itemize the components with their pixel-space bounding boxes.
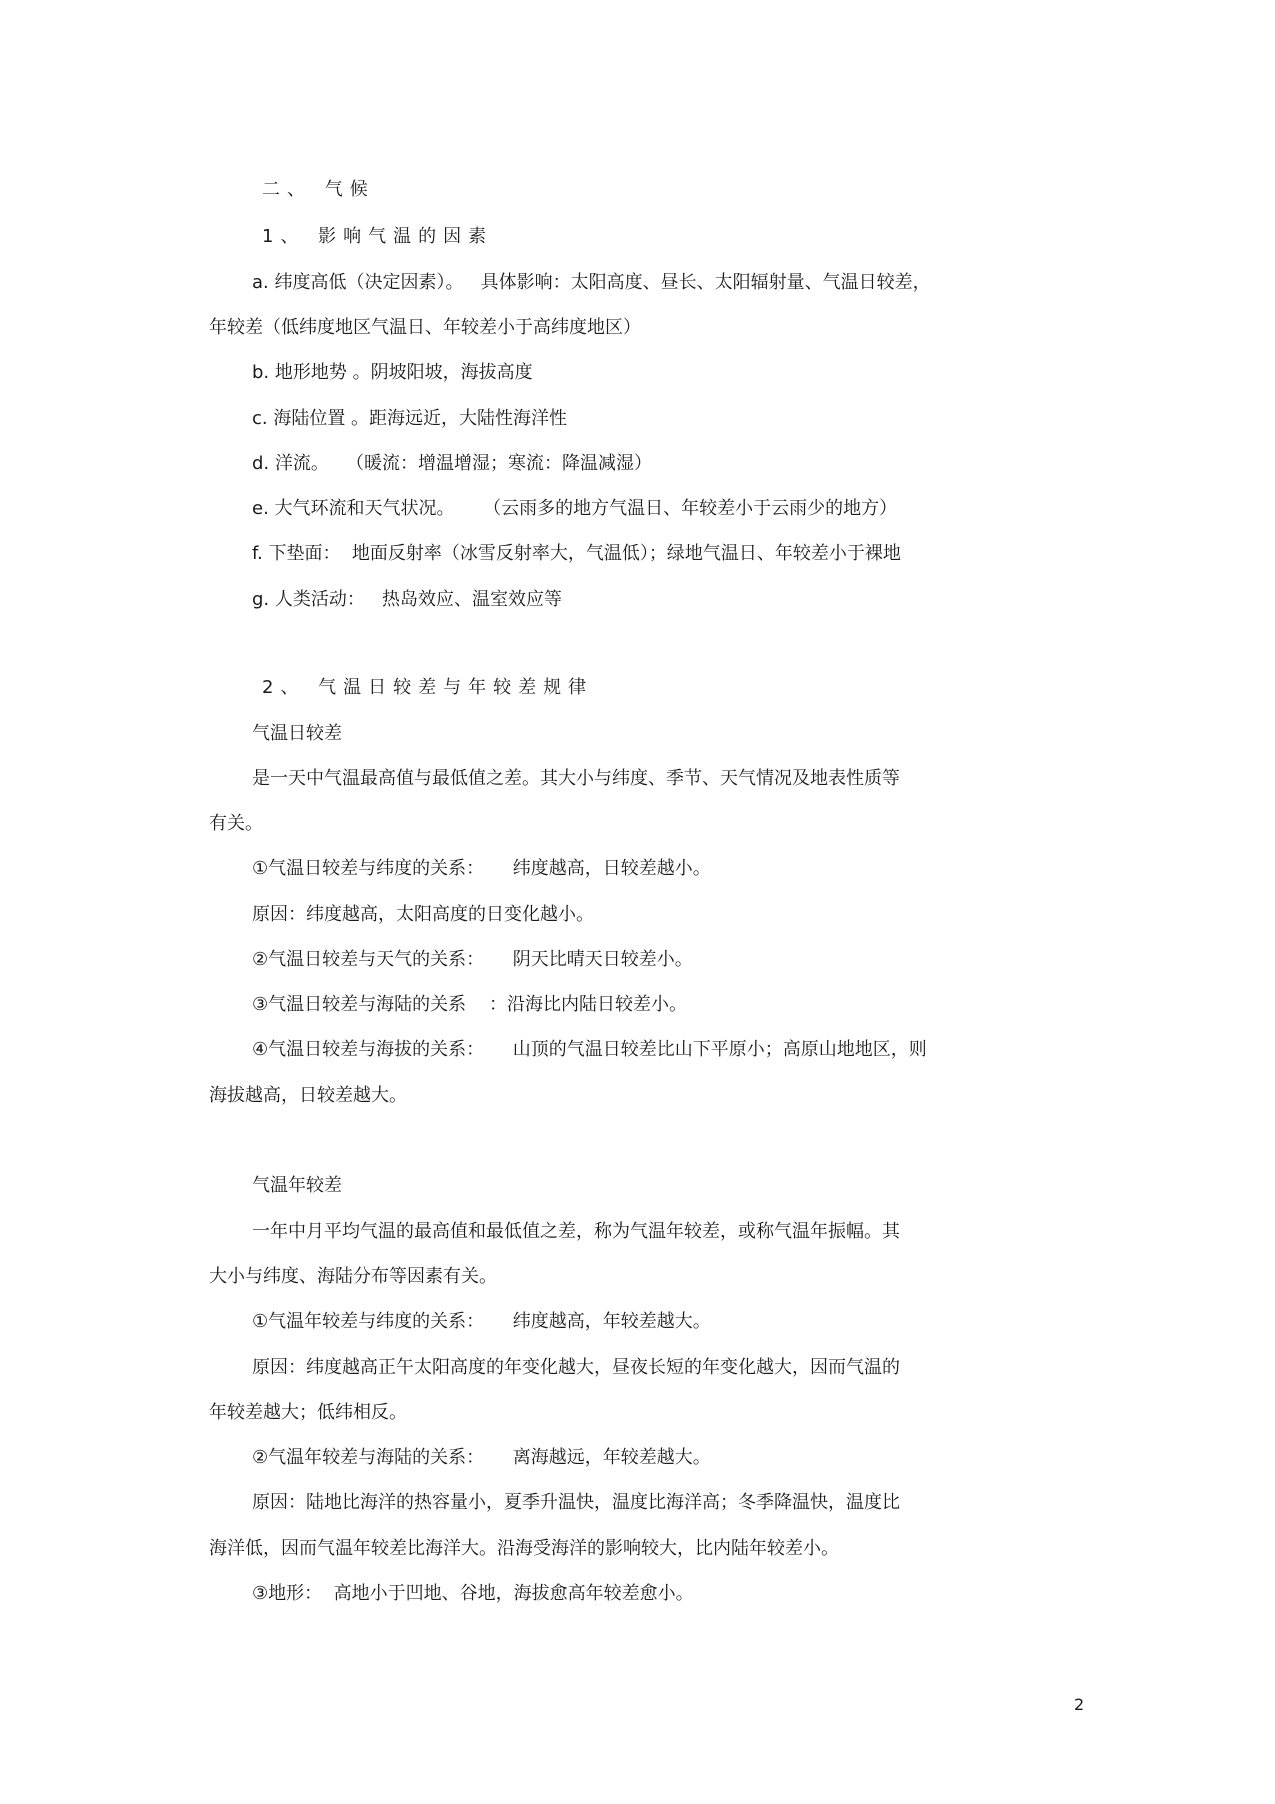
annual-rule-land-sea-reason-line1: 原因：陆地比海洋的热容量小，夏季升温快，温度比海洋高；冬季降温快，温度比 [252, 1492, 900, 1513]
subsection-title-factors: 1、 影响气温的因素 [262, 226, 494, 247]
factor-a-line2: 年较差（低纬度地区气温日、年较差小于高纬度地区） [209, 317, 641, 338]
daily-intro-line2: 有关。 [209, 813, 263, 834]
annual-rule-latitude-reason-line2: 年较差越大；低纬相反。 [209, 1402, 407, 1423]
daily-rule-altitude-line2: 海拔越高，日较差越大。 [209, 1085, 407, 1106]
factor-d: d. 洋流。 （暖流：增温增湿；寒流：降温减湿） [252, 453, 653, 474]
annual-rule-latitude: ①气温年较差与纬度的关系： 纬度越高，年较差越大。 [252, 1311, 711, 1332]
annual-rule-terrain: ③地形： 高地小于凹地、谷地，海拔愈高年较差愈小。 [252, 1583, 694, 1604]
section-title: 二、 气候 [262, 179, 375, 200]
daily-rule-altitude-line1: ④气温日较差与海拔的关系： 山顶的气温日较差比山下平原小；高原山地地区，则 [252, 1039, 927, 1060]
factor-f: f. 下垫面： 地面反射率（冰雪反射率大，气温低）；绿地气温日、年较差小于裸地 [252, 543, 901, 564]
annual-rule-land-sea: ②气温年较差与海陆的关系： 离海越远，年较差越大。 [252, 1447, 711, 1468]
annual-rule-land-sea-reason-line2: 海洋低，因而气温年较差比海洋大。沿海受海洋的影响较大，比内陆年较差小。 [209, 1538, 839, 1559]
subsection-title-ranges: 2、 气温日较差与年较差规律 [262, 677, 594, 698]
factor-e: e. 大气环流和天气状况。 （云雨多的地方气温日、年较差小于云雨少的地方） [252, 498, 898, 519]
annual-intro-line1: 一年中月平均气温的最高值和最低值之差，称为气温年较差，或称气温年振幅。其 [252, 1221, 900, 1242]
factor-g: g. 人类活动： 热岛效应、温室效应等 [252, 589, 563, 610]
daily-rule-weather: ②气温日较差与天气的关系： 阴天比晴天日较差小。 [252, 949, 693, 970]
daily-rule-latitude-reason: 原因：纬度越高，太阳高度的日变化越小。 [252, 904, 594, 925]
daily-rule-latitude: ①气温日较差与纬度的关系： 纬度越高，日较差越小。 [252, 858, 711, 879]
annual-intro-line2: 大小与纬度、海陆分布等因素有关。 [209, 1266, 497, 1287]
daily-intro-line1: 是一天中气温最高值与最低值之差。其大小与纬度、季节、天气情况及地表性质等 [252, 768, 900, 789]
page-number: 2 [1074, 1695, 1085, 1714]
daily-range-heading: 气温日较差 [252, 723, 342, 744]
annual-rule-latitude-reason-line1: 原因：纬度越高正午太阳高度的年变化越大，昼夜长短的年变化越大，因而气温的 [252, 1357, 900, 1378]
factor-b: b. 地形地势 。阴坡阳坡，海拔高度 [252, 362, 533, 383]
annual-range-heading: 气温年较差 [252, 1175, 342, 1196]
daily-rule-land-sea: ③气温日较差与海陆的关系 ：沿海比内陆日较差小。 [252, 994, 688, 1015]
factor-a-line1: a. 纬度高低（决定因素）。 具体影响：太阳高度、昼长、太阳辐射量、气温日较差， [252, 272, 931, 293]
factor-c: c. 海陆位置 。距海远近，大陆性海洋性 [252, 408, 568, 429]
